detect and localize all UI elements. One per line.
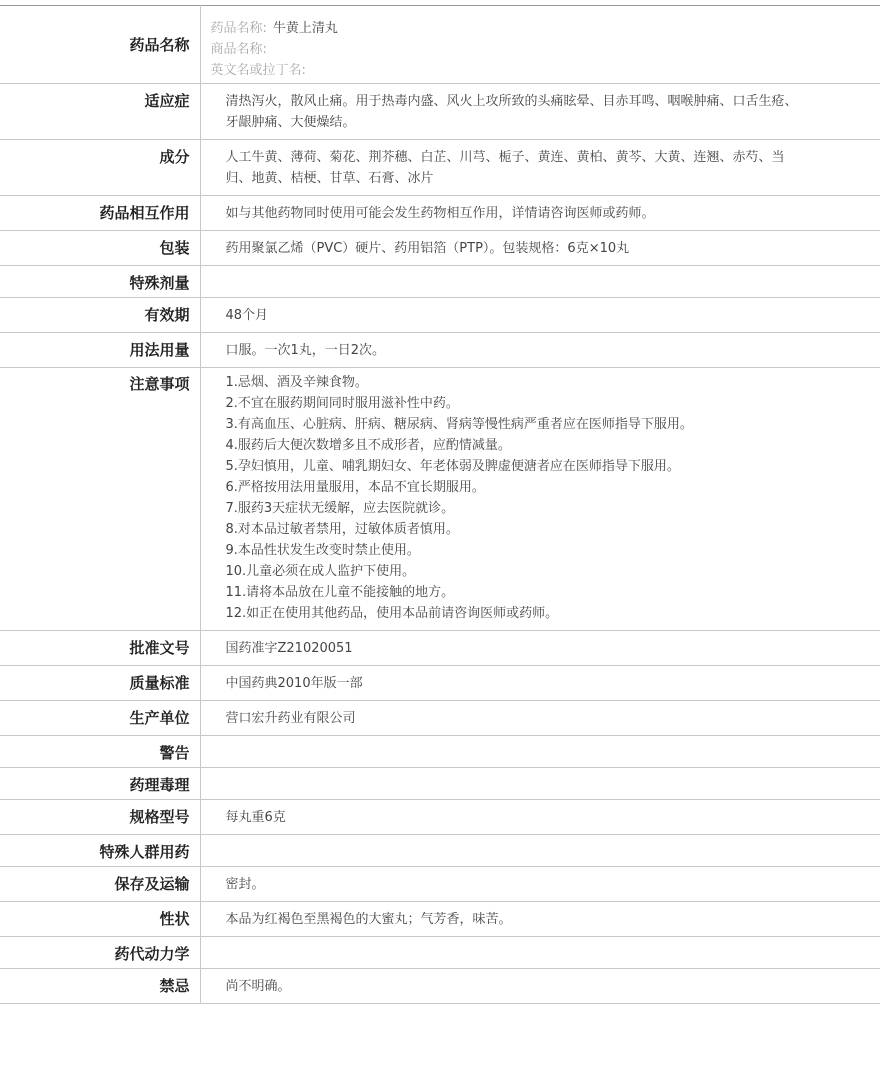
value-specification: 每丸重6克 <box>200 800 880 835</box>
trade-name-line <box>211 39 871 60</box>
row-precautions <box>0 368 880 631</box>
label-interactions: 药品相互作用 <box>0 196 200 231</box>
row-appearance <box>0 902 880 937</box>
label-contraindications: 禁忌 <box>0 969 200 1004</box>
row-indications <box>0 84 880 140</box>
precaution-item: 11.请将本品放在儿童不能接触的地方。 <box>225 585 455 600</box>
row-shelf-life <box>0 298 880 333</box>
drug-name-block <box>200 6 880 84</box>
value-approval: 国药准字Z21020051 <box>200 631 880 666</box>
label-ingredients: 成分 <box>0 140 200 196</box>
label-indications: 适应症 <box>0 84 200 140</box>
row-usage <box>0 333 880 368</box>
english-name-key: 英文名或拉丁名: <box>210 62 306 78</box>
row-standard <box>0 666 880 701</box>
row-storage <box>0 867 880 902</box>
value-appearance: 本品为红褐色至黑褐色的大蜜丸；气芳香，味苦。 <box>200 902 880 937</box>
value-contraindications: 尚不明确。 <box>200 969 880 1004</box>
row-pharmacokinetics <box>0 937 880 969</box>
label-drug-name: 药品名称 <box>0 6 200 84</box>
value-shelf-life: 48个月 <box>200 298 880 333</box>
precaution-item: 1.忌烟、酒及辛辣食物。 <box>225 375 368 390</box>
label-usage: 用法用量 <box>0 333 200 368</box>
row-approval <box>0 631 880 666</box>
label-storage: 保存及运输 <box>0 867 200 902</box>
precaution-item: 10.儿童必须在成人监护下使用。 <box>225 564 416 579</box>
value-storage: 密封。 <box>200 867 880 902</box>
precaution-item: 12.如正在使用其他药品，使用本品前请咨询医师或药师。 <box>225 606 559 621</box>
precaution-item: 4.服药后大便次数增多且不成形者，应酌情减量。 <box>225 438 511 453</box>
row-manufacturer <box>0 701 880 736</box>
value-usage: 口服。一次1丸，一日2次。 <box>200 333 880 368</box>
generic-name-key: 药品名称: <box>210 20 267 36</box>
row-special-population <box>0 835 880 867</box>
precaution-item: 2.不宜在服药期间同时服用滋补性中药。 <box>225 396 459 411</box>
precaution-item: 7.服药3天症状无缓解，应去医院就诊。 <box>225 501 455 516</box>
value-warning <box>200 736 880 768</box>
value-special-population <box>200 835 880 867</box>
precaution-item: 5.孕妇慎用，儿童、哺乳期妇女、年老体弱及脾虚便溏者应在医师指导下服用。 <box>225 459 680 474</box>
english-name-line <box>211 60 871 81</box>
value-packaging: 药用聚氯乙烯（PVC）硬片、药用铝箔（PTP）。包装规格：6克×10丸 <box>200 231 880 266</box>
value-special-dosage <box>200 266 880 298</box>
row-packaging <box>0 231 880 266</box>
drug-spec-table <box>0 5 880 1004</box>
label-specification: 规格型号 <box>0 800 200 835</box>
label-standard: 质量标准 <box>0 666 200 701</box>
label-packaging: 包装 <box>0 231 200 266</box>
trade-name-key: 商品名称: <box>210 41 267 57</box>
row-drug-name <box>0 6 880 84</box>
row-interactions <box>0 196 880 231</box>
precaution-item: 9.本品性状发生改变时禁止使用。 <box>225 543 420 558</box>
row-special-dosage <box>0 266 880 298</box>
label-special-population: 特殊人群用药 <box>0 835 200 867</box>
label-warning: 警告 <box>0 736 200 768</box>
label-special-dosage: 特殊剂量 <box>0 266 200 298</box>
label-precautions: 注意事项 <box>0 368 200 631</box>
precaution-item: 8.对本品过敏者禁用，过敏体质者慎用。 <box>225 522 459 537</box>
value-ingredients: 人工牛黄、薄荷、菊花、荆芥穗、白芷、川芎、栀子、黄连、黄柏、黄芩、大黄、连翘、赤芍、当归、地黄、桔梗、甘草、石膏、冰片 <box>200 140 880 196</box>
value-precautions <box>200 368 880 631</box>
row-warning <box>0 736 880 768</box>
row-specification <box>0 800 880 835</box>
row-contraindications <box>0 969 880 1004</box>
label-approval: 批准文号 <box>0 631 200 666</box>
precaution-item: 6.严格按用法用量服用，本品不宜长期服用。 <box>225 480 485 495</box>
value-standard: 中国药典2010年版一部 <box>200 666 880 701</box>
label-toxicology: 药理毒理 <box>0 768 200 800</box>
value-toxicology <box>200 768 880 800</box>
label-pharmacokinetics: 药代动力学 <box>0 937 200 969</box>
label-shelf-life: 有效期 <box>0 298 200 333</box>
value-manufacturer: 营口宏升药业有限公司 <box>200 701 880 736</box>
row-ingredients <box>0 140 880 196</box>
generic-name-value: 牛黄上清丸 <box>272 20 338 36</box>
label-manufacturer: 生产单位 <box>0 701 200 736</box>
value-pharmacokinetics <box>200 937 880 969</box>
precaution-item: 3.有高血压、心脏病、肝病、糖尿病、肾病等慢性病严重者应在医师指导下服用。 <box>225 417 693 432</box>
value-interactions: 如与其他药物同时使用可能会发生药物相互作用，详情请咨询医师或药师。 <box>200 196 880 231</box>
row-toxicology <box>0 768 880 800</box>
value-indications: 清热泻火，散风止痛。用于热毒内盛、风火上攻所致的头痛眩晕、目赤耳鸣、咽喉肿痛、口舌生疮、牙龈肿痛、大便燥结。 <box>200 84 880 140</box>
label-appearance: 性状 <box>0 902 200 937</box>
generic-name-line <box>211 18 871 39</box>
